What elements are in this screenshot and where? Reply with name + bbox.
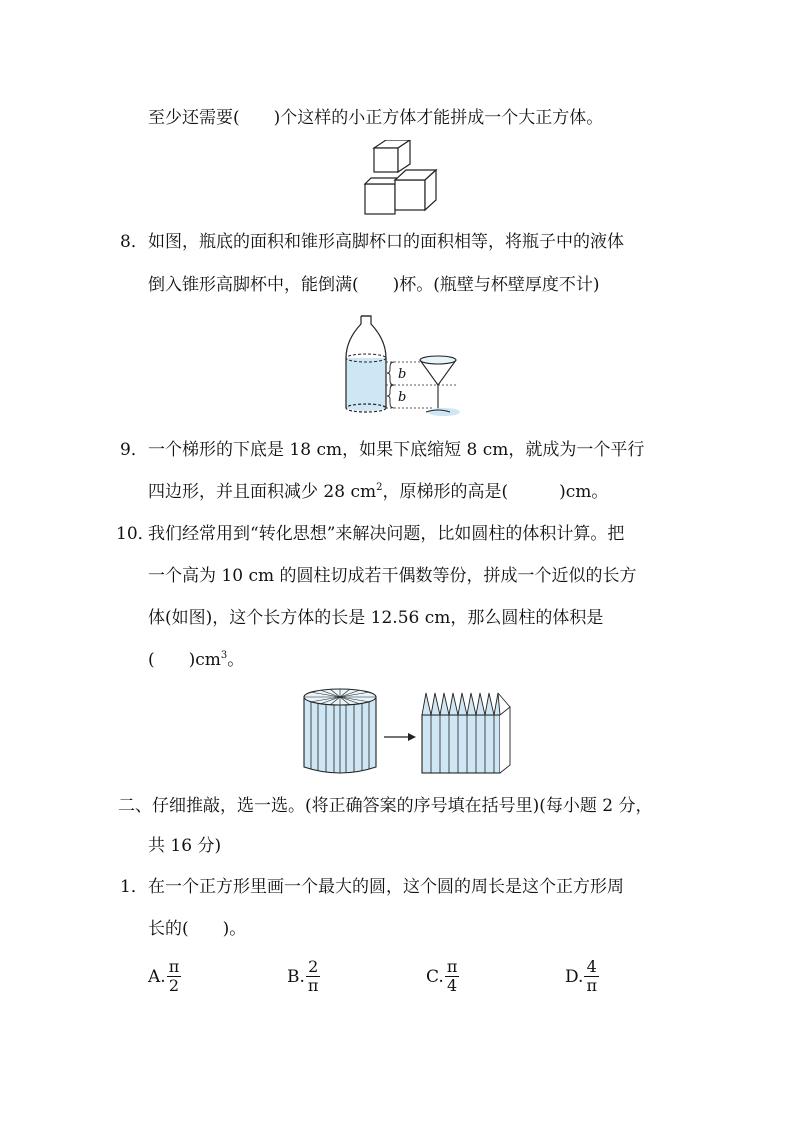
option-a-label: A.	[148, 966, 166, 987]
option-c-fraction: $\frac{\pi}{4}$	[446, 957, 458, 995]
q8-line-2: 倒入锥形高脚杯中，能倒满( )杯。(瓶壁与杯壁厚度不计)	[148, 275, 600, 295]
option-c-label: C.	[426, 966, 444, 987]
q9-number: 9．	[120, 440, 148, 460]
option-d-fraction: $\frac{4}{\pi}$	[586, 957, 597, 995]
option-d-label: D.	[565, 966, 584, 987]
section-2-heading-line-2: 共 16 分)	[148, 836, 222, 856]
option-b[interactable]	[287, 958, 320, 995]
s2q1-number: 1．	[120, 877, 148, 897]
q9-line-2-pre: 四边形，并且面积减少 28 cm	[148, 482, 377, 502]
option-d[interactable]	[565, 958, 599, 995]
q10-number: 10．	[116, 524, 155, 544]
option-b-fraction: $\frac{2}{\pi}$	[307, 957, 319, 995]
q10-line-1: 我们经常用到“转化思想”来解决问题，比如圆柱的体积计算。把	[148, 524, 625, 544]
q10-superscript: 3	[220, 650, 228, 661]
q10-line-4-pre: ( )cm	[148, 650, 221, 670]
q10-line-2: 一个高为 10 cm 的圆柱切成若干偶数等份，拼成一个近似的长方	[148, 566, 637, 586]
q9-line-2	[148, 480, 608, 504]
s2q1-line-1: 在一个正方形里画一个最大的圆，这个圆的周长是这个正方形周	[148, 877, 624, 897]
q10-line-4-post: 。	[227, 650, 245, 670]
q10-line-3: 体(如图)，这个长方体的长是 12.56 cm，那么圆柱的体积是	[148, 608, 604, 628]
section-2-heading-line-1: 二、仔细推敲，选一选。(将正确答案的序号填在括号里)(每小题 2 分，	[118, 796, 653, 816]
option-a[interactable]	[148, 958, 181, 995]
option-c[interactable]	[426, 958, 459, 995]
q7-line-2: 至少还需要( )个这样的小正方体才能拼成一个大正方体。	[148, 108, 604, 128]
q9-superscript: 2	[376, 482, 383, 493]
q8-number: 8．	[120, 232, 148, 252]
cubes-figure	[360, 140, 442, 218]
q9-line-1: 一个梯形的下底是 18 cm，如果下底缩短 8 cm，就成为一个平行	[148, 440, 645, 460]
label-b-bottom: b	[398, 390, 407, 405]
bottle-goblet-figure	[340, 312, 465, 424]
q8-line-1: 如图，瓶底的面积和锥形高脚杯口的面积相等，将瓶子中的液体	[148, 232, 624, 252]
label-b-top: b	[398, 367, 407, 382]
cylinder-to-cuboid-figure	[300, 685, 520, 779]
option-a-fraction: $\frac{\pi}{2}$	[168, 957, 180, 995]
q9-line-2-post: ，原梯形的高是( )cm。	[382, 482, 609, 502]
s2q1-line-2: 长的( )。	[148, 919, 247, 939]
option-b-label: B.	[287, 966, 305, 987]
q10-line-4	[148, 648, 244, 672]
